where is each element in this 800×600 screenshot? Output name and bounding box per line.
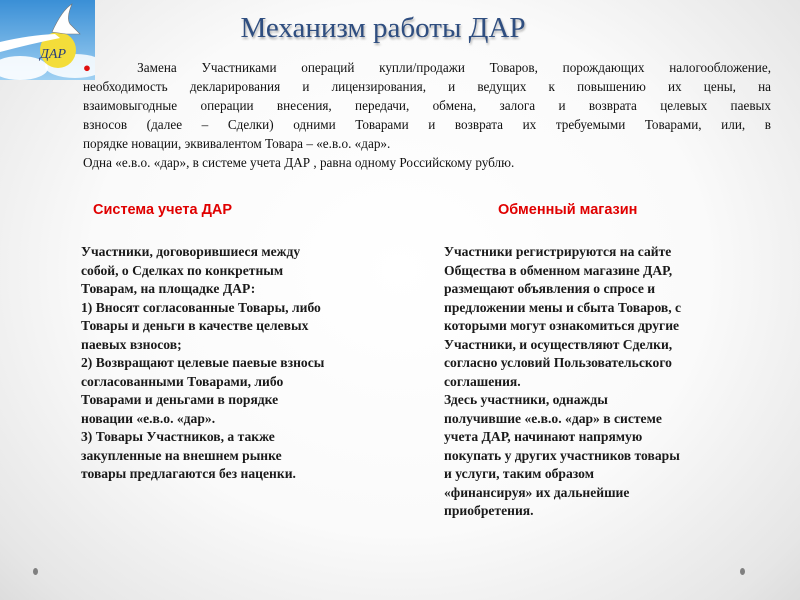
column-line: собой, о Сделках по конкретным — [81, 262, 284, 278]
column-line: Товарам, на площадке ДАР: — [81, 281, 256, 296]
column-line: 1) Вносят согласованные Товары, либо — [81, 299, 321, 315]
intro-line: необходимость декларирования и лицензирования, и ведущих к повышению их цены, на — [83, 79, 771, 94]
intro-line: порядке новации, эквивалентом Товара – «е.в.о. «дар». — [83, 136, 391, 151]
svg-text:ДАР: ДАР — [40, 47, 67, 62]
right-column — [444, 243, 681, 521]
column-line: получившие «е.в.о. «дар» в системе — [444, 410, 662, 426]
column-line: Участники, и осуществляют Сделки, — [444, 336, 673, 352]
column-line: новации «е.в.о. «дар». — [81, 410, 216, 426]
decor-dot — [740, 568, 745, 575]
column-line: которыми могут ознакомиться другие — [444, 318, 680, 333]
right-heading: Обменный магазин — [498, 202, 638, 218]
column-line: 2) Возвращают целевые паевые взносы — [81, 355, 325, 370]
column-line: соглашения. — [444, 373, 521, 389]
column-line: Товарами и деньгами в порядке — [81, 392, 279, 407]
column-line: «финансируя» их дальнейшие — [444, 484, 630, 500]
column-line: предложении мены и сбыта Товаров, с — [444, 299, 682, 315]
intro-line: взаимовыгодные операции внесения, передачи, обмена, залога и возврата целевых паевых — [83, 98, 771, 113]
intro-line: Одна «е.в.о. «дар», в системе учета ДАР , равна одному Российскому рублю. — [83, 155, 515, 170]
column-line: Здесь участники, однажды — [444, 392, 608, 407]
column-line: Участники регистрируются на сайте — [444, 244, 672, 259]
column-line: 3) Товары Участников, а также — [81, 429, 275, 444]
column-line: размещают объявления о спросе и — [444, 281, 656, 296]
column-line: согласованными Товарами, либо — [81, 373, 284, 389]
column-line: приобретения. — [444, 503, 534, 518]
intro-line: ● Замена Участниками операций купли/продажи Товаров, порождающих налогообложение, — [83, 60, 771, 75]
left-heading: Система учета ДАР — [93, 202, 233, 218]
dar-logo — [0, 0, 95, 80]
column-line: товары предлагаются без наценки. — [81, 466, 296, 481]
column-line: Общества в обменном магазине ДАР, — [444, 262, 673, 278]
column-line: и услуги, таким образом — [444, 466, 594, 481]
column-line: Товары и деньги в качестве целевых — [81, 318, 309, 333]
intro-line: взносов (далее – Сделки) одними Товарами и возврата их требуемыми Товарами, или, в — [83, 117, 771, 132]
column-line: Участники, договорившиеся между — [81, 244, 301, 259]
column-line: закупленные на внешнем рынке — [81, 447, 282, 463]
bullet-icon: ● — [83, 60, 113, 75]
page-title: Механизм работы ДАР — [240, 12, 526, 44]
column-line: учета ДАР, начинают напрямую — [444, 429, 643, 444]
left-column — [81, 243, 324, 484]
decor-dot — [33, 568, 38, 575]
intro-paragraph — [83, 58, 771, 172]
column-line: паевых взносов; — [81, 336, 182, 352]
column-line: согласно условий Пользовательского — [444, 355, 672, 370]
column-line: покупать у других участников товары — [444, 447, 680, 463]
